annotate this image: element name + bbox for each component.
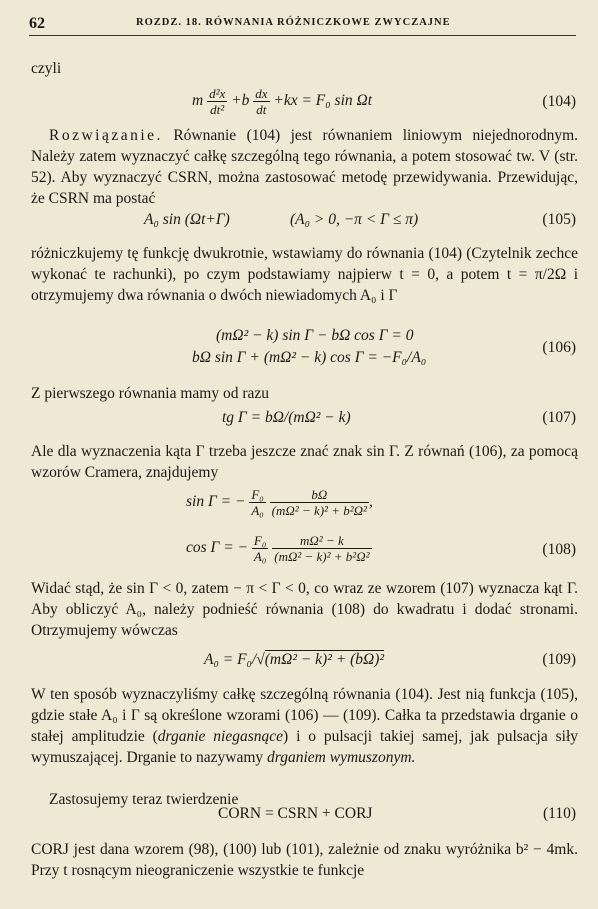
paragraph-rozwiazanie — [31, 125, 578, 209]
eq110-body: CORN = CSRN + CORJ — [218, 805, 373, 822]
eq104-m: m — [192, 92, 204, 110]
paragraph-corj: CORJ jest dana wzorem (98), (100) lub (101), zależnie od znaku wyróżnika b² − 4mk. Przy t rosnącym nieograniczenie wszystkie te funkcje — [31, 841, 578, 879]
paragraph-ale-dla: Ale dla wyznaczenia kąta Γ trzeba jeszcze znać znak sin Γ. Z równań (106), za pomocą wzorów Cramera, znajdujemy — [31, 443, 578, 481]
eq105-conditions: (A₀ > 0, −π < Γ ≤ π) — [290, 211, 419, 228]
eq109-lhs: A₀ = F₀/ — [204, 651, 257, 668]
equation-number-104: (104) — [542, 93, 576, 110]
eq106-line1: (mΩ² − k) sin Γ − bΩ cos Γ = 0 — [216, 327, 414, 344]
eq109-radicand: (mΩ² − k)² + (bΩ)² — [264, 651, 384, 668]
running-title: ROZDZ. 18. RÓWNANIA RÓŻNICZKOWE ZWYCZAJNE — [136, 17, 451, 28]
equation-109 — [0, 651, 598, 675]
paragraph-widac: Widać stąd, że sin Γ < 0, zatem − π < Γ < 0, co wraz ze wzorem (107) wyznacza kąt Γ. Aby obliczyć A₀, należy podnieść równania (108) do kwadratu i dodać stronami. Otrzymujemy wówczas — [31, 580, 578, 639]
equation-number-110: (110) — [543, 805, 576, 822]
eq107-body: tg Γ = bΩ/(mΩ² − k) — [222, 409, 351, 426]
equation-107 — [0, 409, 598, 433]
equation-number-108: (108) — [542, 541, 576, 558]
paragraph-zastosujemy: Zastosujemy teraz twierdzenie — [49, 791, 239, 808]
eq104-rest: +kx = F₀ sin Ωt — [273, 92, 373, 110]
equation-number-105: (105) — [542, 211, 576, 228]
eq104-frac1: $\frac{\text{d²x}}{\text{dt²}}$ — [209, 86, 226, 117]
equation-104 — [0, 84, 598, 124]
eq105-body: A₀ sin (Ωt+Γ) — [144, 211, 230, 228]
equation-number-109: (109) — [542, 651, 576, 668]
paragraph-z-pierwszego: Z pierwszego równania mamy od razu — [31, 385, 270, 402]
eq106-line2: bΩ sin Γ + (mΩ² − k) cos Γ = −F₀/A₀ — [192, 349, 427, 366]
eq104-frac2: $\frac{dx}{dt}$ — [255, 86, 268, 117]
eq104-b: +b — [231, 92, 250, 110]
equation-number-107: (107) — [542, 409, 576, 426]
sqrt-icon: √ — [256, 651, 265, 668]
equation-106 — [0, 327, 598, 375]
eq108-cos-line: cos Γ = − $\frac{\text{F₀}}{\text{A₀}}$ $\frac{\text{mΩ² − k}}{\text{(mΩ² − k)² + b²Ω²}}$ — [186, 533, 370, 564]
eq108-sin-line: sin Γ = − $\frac{\text{F₀}}{\text{A₀}}$ $\frac{b\Omega}{\text{(mΩ² − k)² + b²Ω²}}$ , — [186, 487, 373, 518]
running-header — [29, 13, 576, 36]
equation-number-106: (106) — [542, 339, 576, 356]
paragraph-rozniczkujemy: różniczkujemy tę funkcję dwukrotnie, wstawiamy do równania (104) (Czytelnik zechce wykonać te rachunki), po czym podstawiamy najpierw t = 0, a potem t = π/2Ω i otrzymujemy dwa równania o dwóch niewiadomych A₀ i Γ — [31, 245, 578, 304]
equation-105 — [0, 211, 598, 235]
equation-108 — [0, 487, 598, 577]
page-number: 62 — [29, 15, 45, 32]
rozwiazanie-label: Rozwiązanie. — [49, 127, 163, 144]
paragraph-w-ten-sposob: W ten sposób wyznaczyliśmy całkę szczególną równania (104). Jest nią funkcja (105), gdzie stałe A₀ i Γ są określone wzorami (106) — (109). Całka ta przedstawia drganie o stałej amplitudzie (drganie niegasnące) i o pulsacji takiej samej, jak pulsacja siły wymuszającej. Drganie to nazywamy drganiem wymuszonym. — [31, 686, 579, 766]
equation-110 — [0, 805, 598, 829]
rozwiazanie-text: Równanie (104) jest równaniem liniowym niejednorodnym. Należy zatem wyznaczyć całkę szczególną tego równania, a potem stosować tw. V (str. 52). Aby wyznaczyć CSRN, można zastosować metodę przewidywania. Przewidując, że CSRN ma postać — [31, 127, 578, 207]
paragraph-czyli: czyli — [31, 60, 62, 77]
